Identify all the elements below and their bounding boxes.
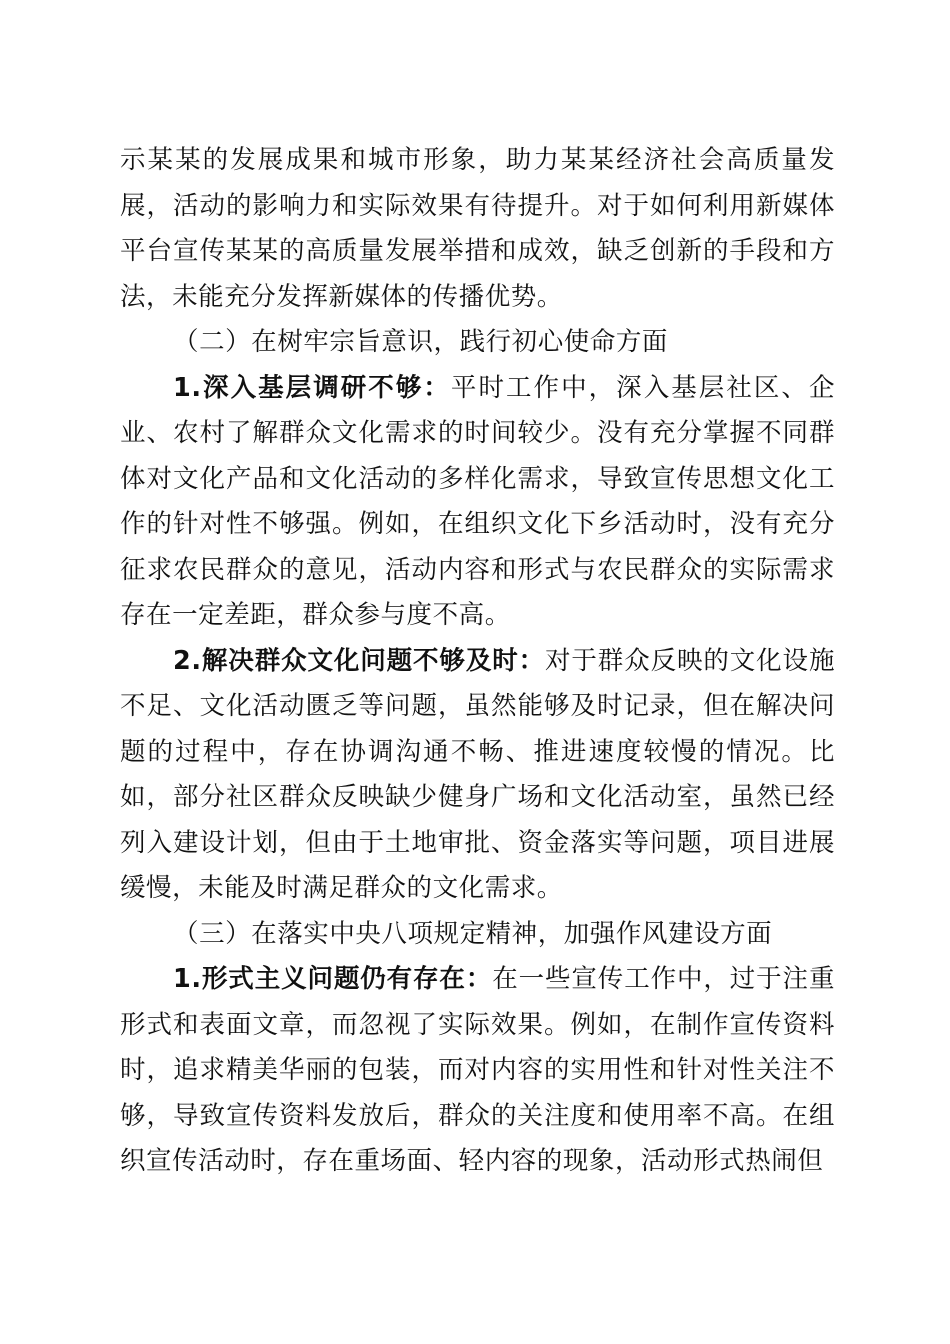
section-heading-3: [120, 912, 835, 958]
item-text: 在一些宣传工作中，过于注重形式和表面文章，而忽视了实际效果。例如，在制作宣传资料时，追求精美华丽的包装，而对内容的实用性和针对性关注不够，导致宣传资料发放后，群众的关注度和使用率不高。在组织宣传活动时，存在重场面、轻内容的现象，活动形式热闹但: [120, 964, 835, 1176]
item-text: 对于群众反映的文化设施不足、文化活动匮乏等问题，虽然能够及时记录，但在解决问题的过程中，存在协调沟通不畅、推进速度较慢的情况。比如，部分社区群众反映缺少健身广场和文化活动室，虽然已经列入建设计划，但由于土地审批、资金落实等问题，项目进展缓慢，未能及时满足群众的文化需求。: [120, 645, 835, 903]
document-body: [120, 138, 835, 1185]
item-title: 2.解决群众文化问题不够及时：: [173, 645, 546, 676]
item-title: 1.形式主义问题仍有存在：: [173, 964, 493, 994]
item-research: [120, 366, 835, 639]
paragraph-continuation: [120, 138, 835, 320]
item-title: 1.深入基层调研不够：: [173, 372, 451, 403]
heading-text: （二）在树牢宗旨意识，践行初心使命方面: [173, 327, 668, 357]
paragraph-text: 示某某的发展成果和城市形象，助力某某经济社会高质量发展，活动的影响力和实际效果有待提升。对于如何利用新媒体平台宣传某某的高质量发展举措和成效，缺乏创新的手段和方法，未能充分发挥新媒体的传播优势。: [120, 145, 835, 312]
item-problem-solving: [120, 639, 835, 912]
section-heading-2: [120, 320, 835, 366]
item-formalism: [120, 957, 835, 1185]
heading-text: （三）在落实中央八项规定精神，加强作风建设方面: [173, 918, 773, 949]
item-text: 平时工作中，深入基层社区、企业、农村了解群众文化需求的时间较少。没有充分掌握不同群体对文化产品和文化活动的多样化需求，导致宣传思想文化工作的针对性不够强。例如，在组织文化下乡活动时，没有充分征求农民群众的意见，活动内容和形式与农民群众的实际需求存在一定差距，群众参与度不高。: [120, 372, 835, 630]
